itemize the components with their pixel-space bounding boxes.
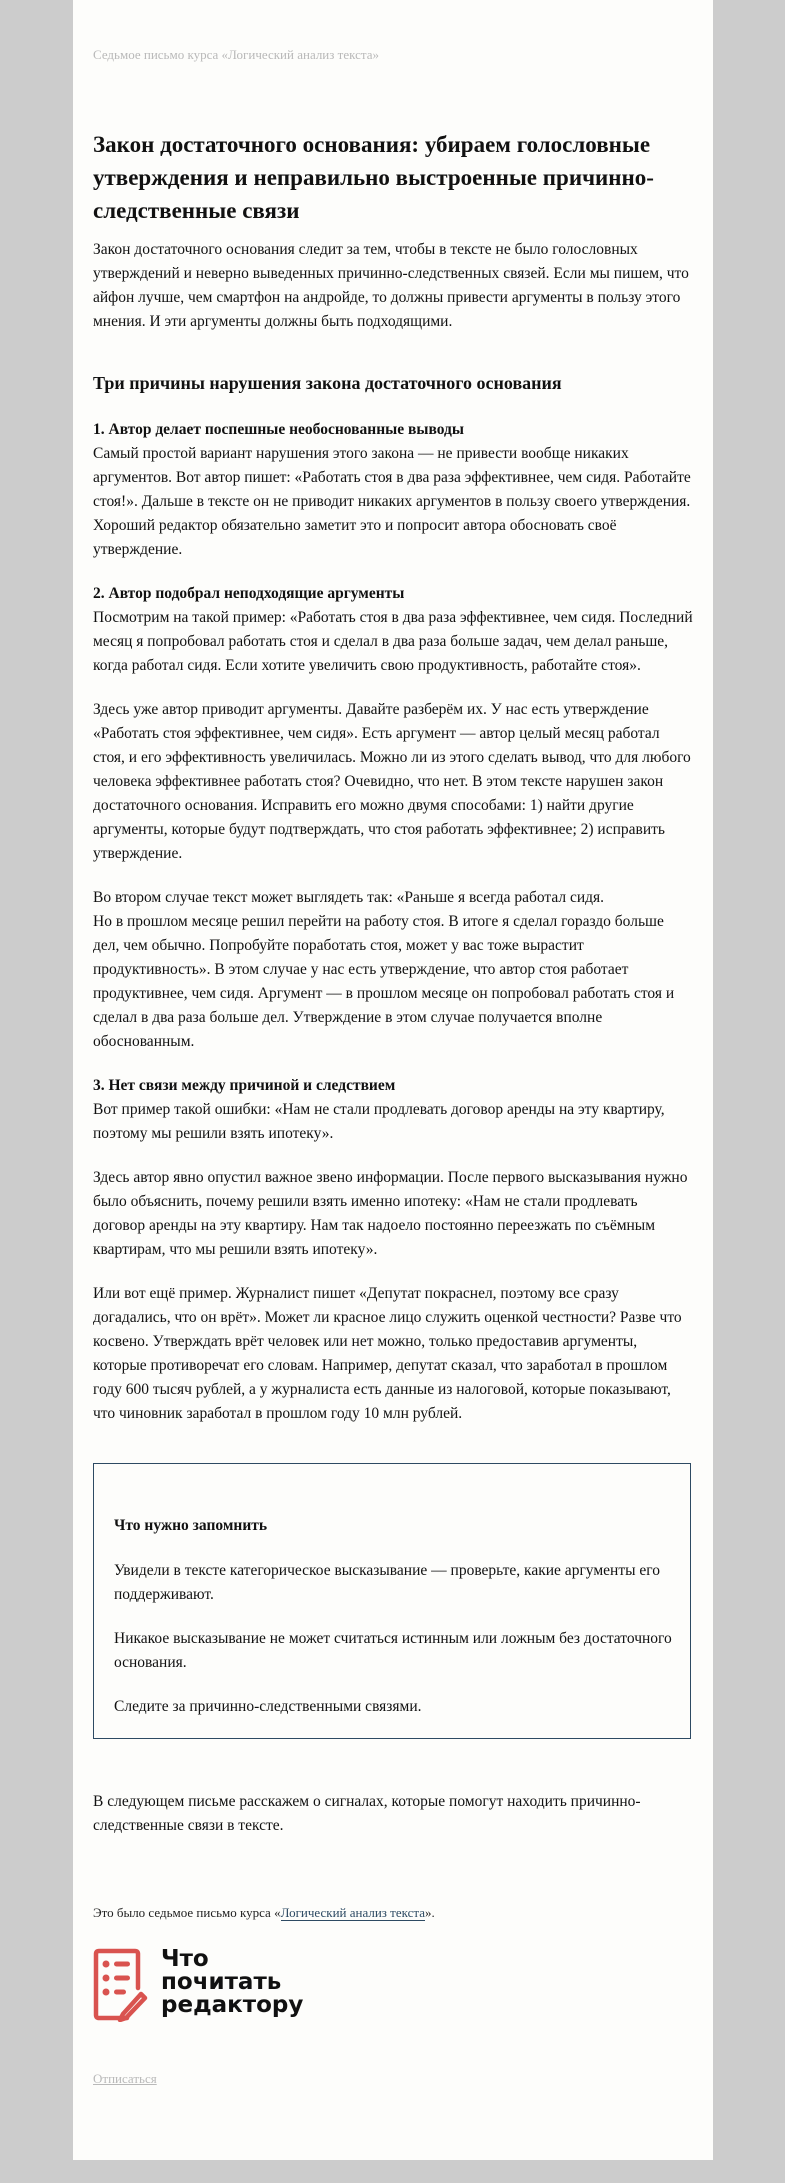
reason-heading: 2. Автор подобрал неподходящие аргументы (93, 585, 405, 602)
article-title: Закон достаточного основания: убираем голословные утверждения и неправильно выстроенные причинно-следственные связи (93, 132, 654, 223)
remember-title: Что нужно запомнить (114, 1517, 268, 1534)
reason-2 (93, 582, 693, 678)
footer-suffix: ». (425, 1905, 435, 1920)
intro-paragraph: Закон достаточного основания следит за тем, чтобы в тексте не было голословных утверждений и неверно выведенных причинно-следственных связей. Если мы пишем, что айфон лучше, чем смартфон на андройде, то должны привести аргументы в пользу этого мнения. И эти аргументы должны быть подходящими. (93, 241, 689, 330)
logo-wordmark (161, 1948, 303, 2017)
reason-text: Вот пример такой ошибки: «Нам не стали продлевать договор аренды на эту квартиру, поэтому мы решили взять ипотеку». (93, 1101, 665, 1142)
remember-box (93, 1463, 691, 1739)
logo-line: редактору (161, 1992, 304, 2018)
next-letter-note: В следующем письме расскажем о сигналах, которые помогут находить причинно-следственные связи в тексте. (93, 1793, 641, 1834)
paragraph-fix (93, 886, 693, 1054)
brand-logo[interactable] (93, 1948, 313, 2022)
checklist-icon (93, 1948, 153, 2022)
reason-1 (93, 418, 693, 562)
footer-prefix: Это было седьмое письмо курса « (93, 1905, 281, 1920)
logo-line: почитать (161, 1969, 282, 1995)
paragraph-fix-line1: Во втором случае текст может выглядеть так: «Раньше я всегда работал сидя. (93, 889, 605, 906)
logo-line: Что (161, 1946, 209, 1972)
remember-item: Увидели в тексте категорическое высказывание — проверьте, какие аргументы его поддерживают. (114, 1562, 660, 1603)
paragraph-fix-rest: Но в прошлом месяце решил перейти на работу стоя. В итоге я сделал гораздо больше дел, чем обычно. Попробуйте поработать стоя, может у вас тоже вырастит продуктивность». В этом случае у нас есть утверждение, что автор стоя работает продуктивнее, чем сидя. Аргумент — в прошлом месяце он попробовал работать стоя и сделал в два раза больше дел. Утверждение в этом случае получается вполне обоснованным. (93, 913, 675, 1050)
preheader: Седьмое письмо курса «Логический анализ текста» (93, 47, 379, 62)
paragraph-missing-link: Здесь автор явно опустил важное звено информации. После первого высказывания нужно было объяснить, почему решили взять именно ипотеку: «Нам не стали продлевать договор аренды на эту квартиру. Нам так надоело постоянно переезжать по съёмным квартирам, что мы решили взять ипотеку». (93, 1169, 688, 1258)
reason-heading: 1. Автор делает поспешные необоснованные выводы (93, 421, 464, 438)
section-title: Три причины нарушения закона достаточного основания (93, 373, 562, 393)
paragraph-analysis: Здесь уже автор приводит аргументы. Давайте разберём их. У нас есть утверждение «Работать стоя эффективнее, чем сидя». Есть аргумент — автор целый месяц работал стоя, и его эффективность увеличилась. Можно ли из этого сделать вывод, что для любого человека эффективнее работать стоя? Очевидно, что нет. В этом тексте нарушен закон достаточного основания. Исправить его можно двумя способами: 1) найти другие аргументы, которые будут подтверждать, что стоя работать эффективнее; 2) исправить утверждение. (93, 701, 691, 862)
remember-item: Следите за причинно-следственными связями. (114, 1698, 422, 1715)
course-link[interactable]: Логический анализ текста (280, 1905, 426, 1920)
reason-text: Самый простой вариант нарушения этого закона — не привести вообще никаких аргументов. Вот автор пишет: «Работать стоя в два раза эффективнее, чем сидя. Работайте стоя!». Дальше в тексте он не приводит никаких аргументов в пользу своего утверждения. Хороший редактор обязательно заметит это и попросит автора обосновать своё утверждение. (93, 445, 691, 558)
remember-item: Никакое высказывание не может считаться истинным или ложным без достаточного основания. (114, 1630, 672, 1671)
reason-3 (93, 1074, 693, 1146)
unsubscribe-link[interactable]: Отписаться (93, 2071, 157, 2086)
reason-heading: 3. Нет связи между причиной и следствием (93, 1077, 396, 1094)
paragraph-deputy-example: Или вот ещё пример. Журналист пишет «Депутат покраснел, поэтому все сразу догадались, что он врёт». Может ли красное лицо служить оценкой честности? Разве что косвено. Утверждать врёт человек или нет можно, только предоставив аргументы, которые противоречат его словам. Например, депутат сказал, что заработал в прошлом году 600 тысяч рублей, а у журналиста есть данные из налоговой, которые показывают, что чиновник заработал в прошлом году 10 млн рублей. (93, 1285, 682, 1422)
article-body (93, 238, 693, 1446)
footer-course-line (93, 1905, 435, 1921)
email-page (73, 0, 713, 2160)
reason-text: Посмотрим на такой пример: «Работать стоя в два раза эффективнее, чем сидя. Последний месяц я попробовал работать стоя и сделал в два раза больше задач, чем делал раньше, когда работал сидя. Если хотите увеличить свою продуктивность, работайте стоя». (93, 609, 693, 674)
